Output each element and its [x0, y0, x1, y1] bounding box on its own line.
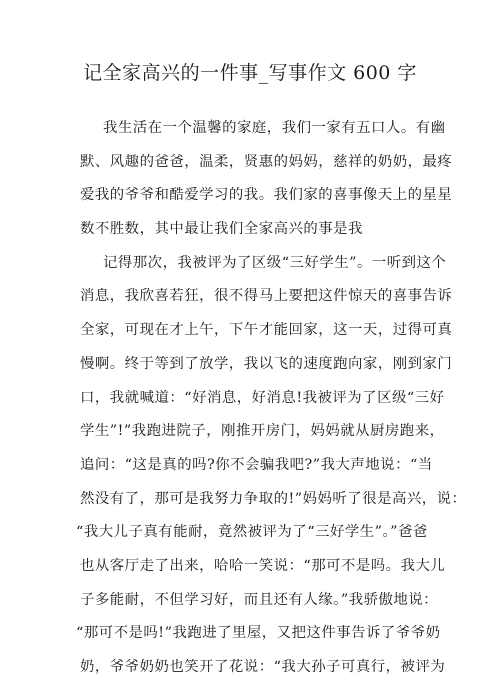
body-line: 追问：“这是真的吗?你不会骗我吧?”我大声地说：“当 [80, 456, 433, 473]
body-line: 也从客厅走了出来，哈哈一笑说：“那可不是吗。我大儿 [80, 557, 446, 574]
body-line: “我大儿子真有能耐，竟然被评为了“三好学生”。”爸爸 [76, 524, 428, 541]
body-line: 默、风趣的爸爸，温柔，贤惠的妈妈，慈祥的奶奶，最疼 [80, 153, 453, 170]
body-line: “那可不是吗!”我跑进了里屋，又把这件事告诉了爷爷奶 [76, 625, 441, 642]
body-line: 然没有了，那可是我努力争取的!”妈妈听了很是高兴，说： [80, 490, 467, 507]
body-line: 口，我就喊道：“好消息，好消息!我被评为了区级“三好 [80, 389, 445, 406]
body-line: 爱我的爷爷和酷爱学习的我。我们家的喜事像天上的星星 [80, 187, 453, 204]
body-line: 消息，我欣喜若狂，很不得马上要把这件惊天的喜事告诉 [80, 288, 453, 305]
body-line: 全家，可现在才上午，下午才能回家，这一天，过得可真 [80, 322, 453, 339]
body-line: 我生活在一个温馨的家庭，我们一家有五口人。有幽 [103, 120, 446, 136]
article-body [0, 112, 500, 685]
body-line: 子多能耐，不但学习好，而且还有人缘。”我骄傲地说： [80, 591, 439, 608]
article-title: 记全家高兴的一件事_写事作文 600 字 [83, 62, 417, 84]
body-line: 数不胜数，其中最让我们全家高兴的事是我 [80, 221, 363, 238]
body-line: 奶，爷爷奶奶也笑开了花说：“我大孙子可真行，被评为 [80, 659, 446, 675]
body-line: 慢啊。终于等到了放学，我以飞的速度跑向家，刚到家门 [80, 355, 453, 372]
body-line: 记得那次，我被评为了区级“三好学生”。一听到这个 [103, 254, 447, 271]
body-line: 学生”!”我跑进院子，刚推开房门，妈妈就从厨房跑来， [80, 423, 445, 440]
